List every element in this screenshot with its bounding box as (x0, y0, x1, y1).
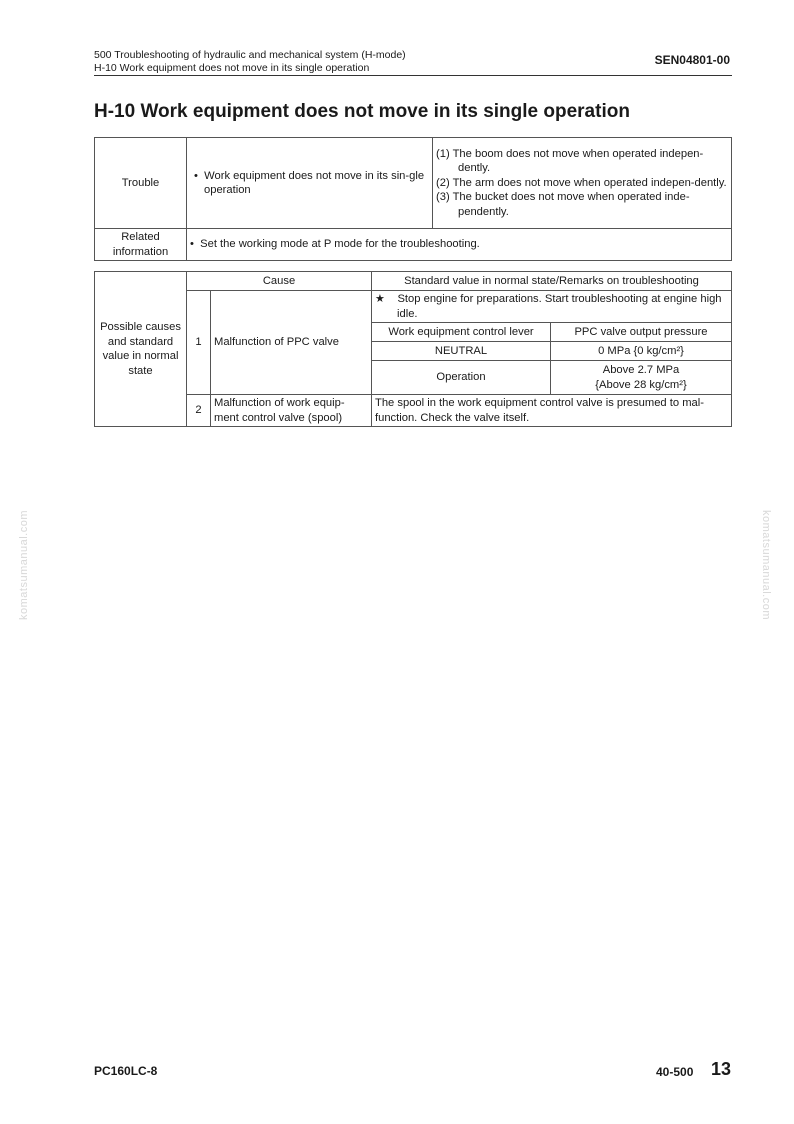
cause-number: 2 (187, 395, 211, 427)
pressure-value (551, 361, 732, 395)
cause-header-row (95, 272, 732, 291)
cause-row-1 (95, 291, 732, 323)
cause-number: 1 (187, 291, 211, 395)
item-number: (3) (436, 191, 450, 204)
item-text: The bucket does not move when operated inde-pendently. (452, 191, 690, 218)
watermark: komatsumanual.com (18, 510, 30, 620)
footer-section-code: 40-500 (656, 1065, 694, 1079)
cause-table (94, 271, 732, 427)
page-number: 13 (711, 1059, 732, 1079)
header-subsection-line: H-10 Work equipment does not move in its single operation (94, 61, 370, 74)
header-section-line: 500 Troubleshooting of hydraulic and mechanical system (H-mode) (94, 49, 406, 61)
cause-description: Malfunction of work equip-ment control valve (spool) (211, 395, 372, 427)
related-text: Set the working mode at P mode for the troubleshooting. (200, 238, 480, 251)
pressure-value-line: {Above 28 kg/cm²} (595, 378, 687, 391)
cause-remark: The spool in the work equipment control valve is presumed to mal-function. Check the valve itself. (372, 395, 732, 427)
trouble-label: Trouble (95, 138, 187, 229)
running-header (94, 49, 406, 74)
bullet-glyph: • (194, 169, 198, 182)
document-code: SEN04801-00 (654, 53, 730, 67)
trouble-description (187, 138, 433, 229)
related-label: Related information (95, 229, 187, 261)
trouble-items (433, 138, 732, 229)
item-text: The boom does not move when operated indepen-dently. (452, 147, 704, 175)
item-text: The arm does not move when operated indepen-dently. (452, 176, 727, 189)
note-text: Stop engine for preparations. Start troubleshooting at engine high idle. (397, 293, 722, 320)
lever-state: NEUTRAL (372, 342, 551, 361)
trouble-description-text: Work equipment does not move in its sin-gle operation (204, 169, 425, 196)
page-title: H-10 Work equipment does not move in its single operation (94, 101, 630, 122)
standard-column-header: Standard value in normal state/Remarks on troubleshooting (372, 272, 732, 291)
pressure-value: 0 MPa {0 kg/cm²} (551, 342, 732, 361)
trouble-table (94, 137, 732, 261)
watermark: komatsumanual.com (760, 510, 772, 620)
related-row (95, 229, 732, 261)
pressure-value-line: Above 2.7 MPa (602, 364, 680, 376)
cause-column-header: Cause (187, 272, 372, 291)
bullet-glyph: • (190, 238, 194, 251)
preparation-note (372, 291, 732, 323)
related-information (187, 229, 732, 261)
footer-model: PC160LC-8 (94, 1064, 158, 1078)
lever-column-header: Work equipment control lever (372, 323, 551, 342)
possible-causes-label: Possible causes and standard value in normal state (95, 272, 187, 427)
item-number: (2) (436, 176, 450, 189)
lever-state: Operation (372, 361, 551, 395)
star-icon: ★ (375, 293, 386, 305)
cause-row-2 (95, 395, 732, 427)
header-rule (94, 75, 732, 76)
pressure-column-header: PPC valve output pressure (551, 323, 732, 342)
trouble-row (95, 138, 732, 229)
cause-description: Malfunction of PPC valve (211, 291, 372, 395)
item-number: (1) (436, 147, 450, 160)
